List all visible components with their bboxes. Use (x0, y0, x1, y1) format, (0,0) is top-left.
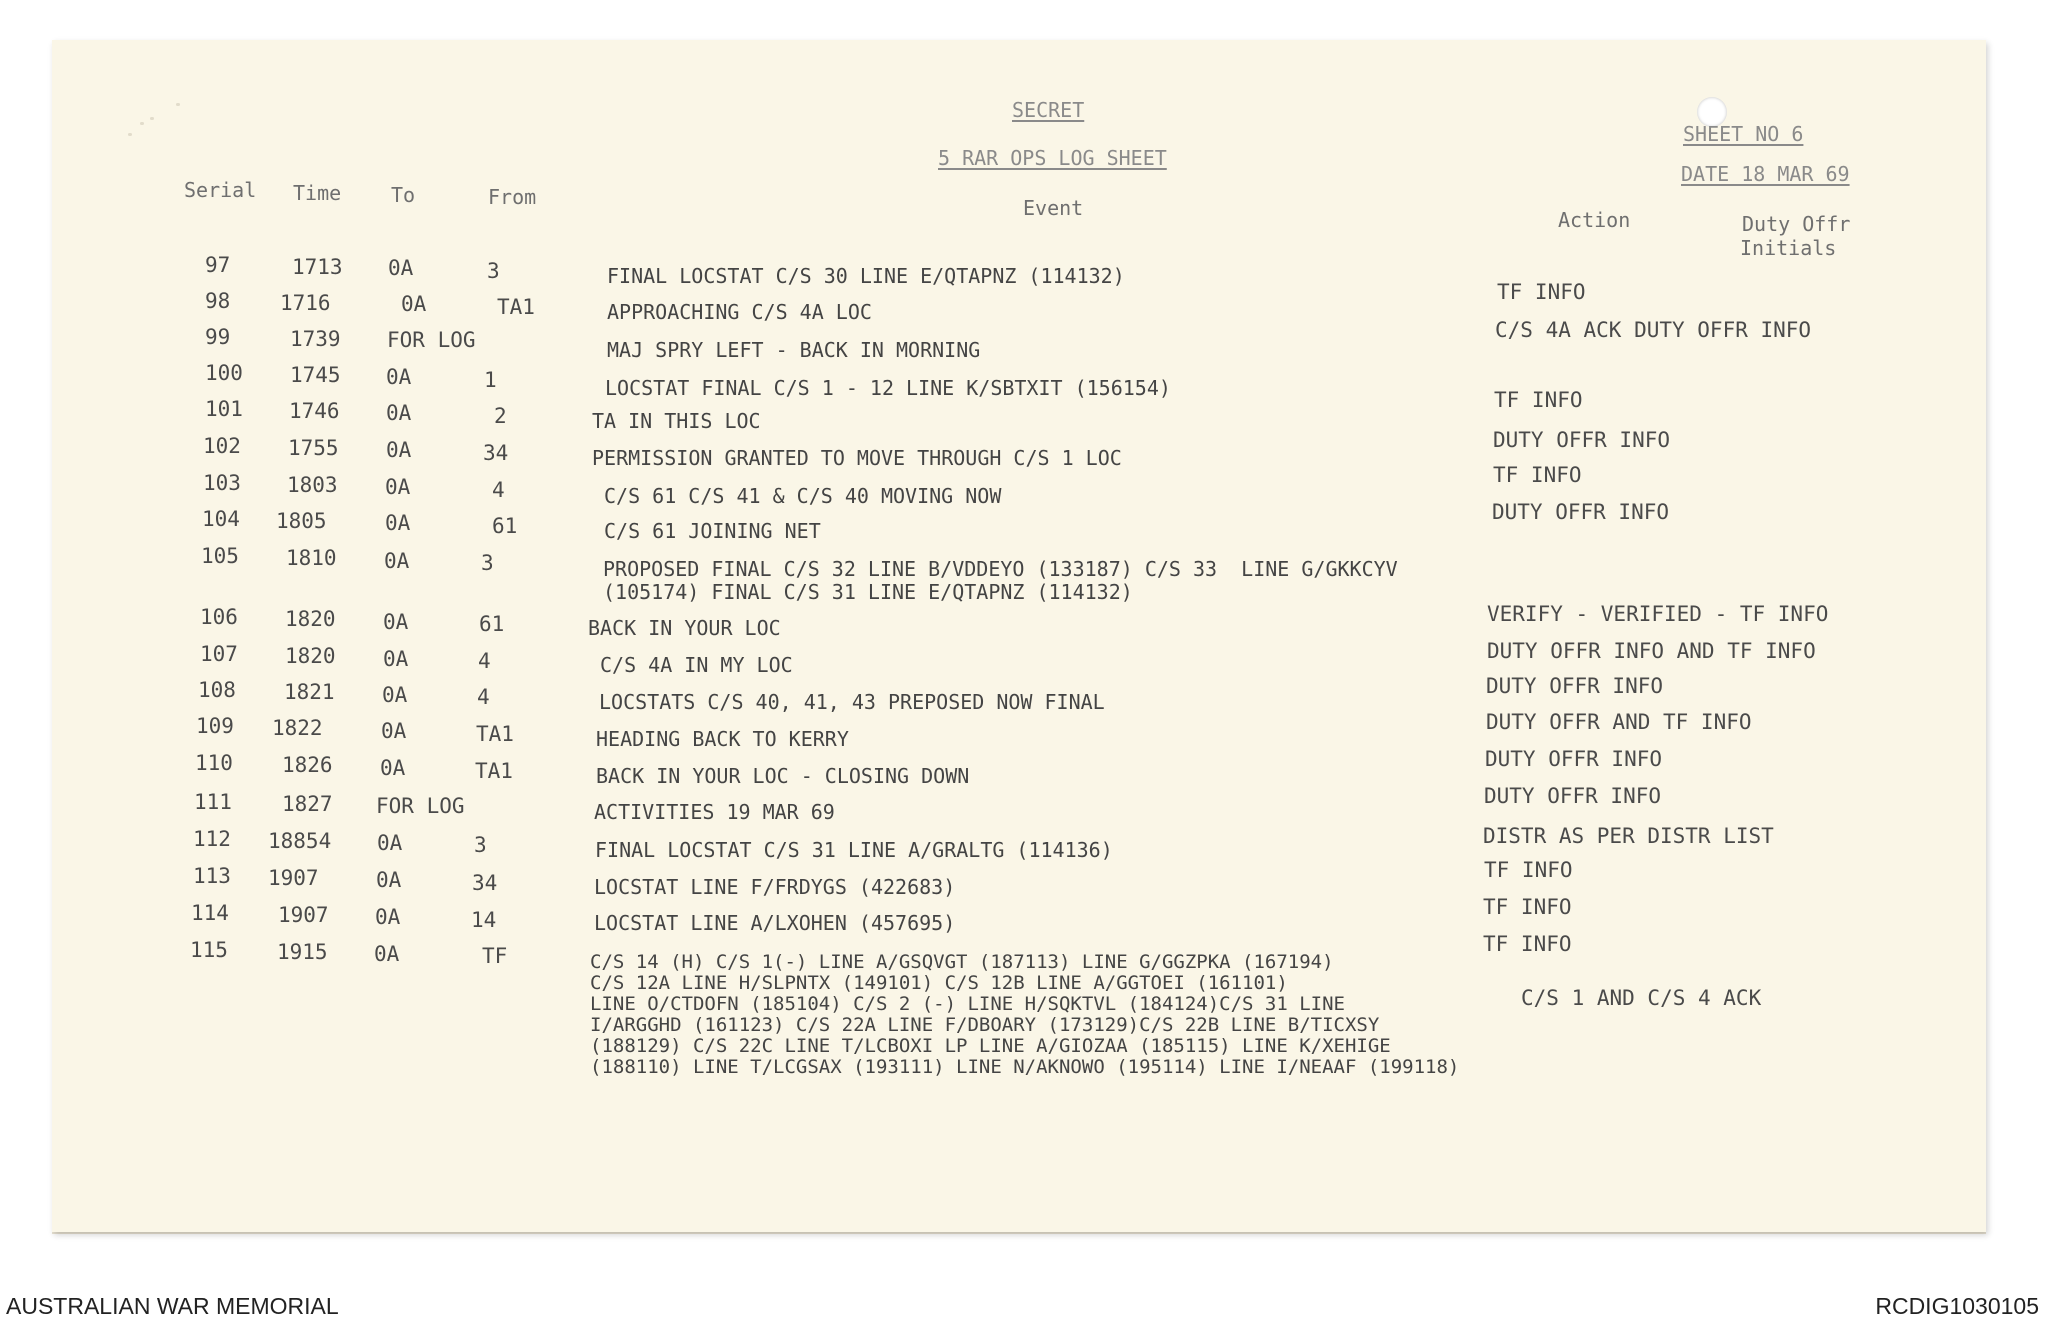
row-action: TF INFO (1497, 280, 1586, 304)
row-to: 0A (383, 610, 409, 634)
row-time: 1907 (278, 903, 329, 927)
row-serial: 109 (196, 714, 234, 738)
row-serial: 105 (201, 544, 239, 568)
row-event: ACTIVITIES 19 MAR 69 (594, 800, 835, 824)
row-serial: 101 (205, 397, 243, 421)
row-to: 0A (374, 942, 400, 966)
document-title: 5 RAR OPS LOG SHEET (938, 146, 1167, 170)
row-action-note: C/S 1 AND C/S 4 ACK (1521, 986, 1762, 1010)
row-to: 0A (383, 647, 409, 671)
row-event: LOCSTAT LINE A/LXOHEN (457695) (594, 911, 956, 935)
sheet-number: SHEET NO 6 (1683, 122, 1804, 146)
footer-record-id: RCDIG1030105 (1875, 1293, 2039, 1319)
row-from: 34 (483, 441, 509, 465)
paper-mark (150, 117, 154, 120)
row-event: C/S 4A IN MY LOC (600, 653, 793, 677)
row-serial: 97 (205, 253, 231, 277)
row-serial: 106 (200, 605, 238, 629)
paper-mark (128, 133, 132, 136)
row-action: TF INFO (1494, 388, 1583, 412)
row-action: VERIFY - VERIFIED - TF INFO (1487, 602, 1829, 626)
row-action: DISTR AS PER DISTR LIST (1483, 824, 1774, 848)
row-from: 61 (492, 514, 518, 538)
row-to: 0A (384, 549, 410, 573)
row-serial: 114 (191, 901, 229, 925)
row-to: 0A (388, 256, 414, 280)
row-to: 0A (386, 438, 412, 462)
row-to: 0A (386, 365, 412, 389)
row-event: MAJ SPRY LEFT - BACK IN MORNING (607, 338, 981, 362)
column-header-action: Action (1558, 208, 1631, 232)
row-time: 1810 (286, 546, 337, 570)
row-event: LOCSTAT LINE F/FRDYGS (422683) (594, 875, 956, 899)
column-header-from: From (488, 185, 537, 209)
row-action: DUTY OFFR INFO (1484, 784, 1662, 808)
row-from: 14 (471, 908, 497, 932)
row-to: 0A (401, 292, 427, 316)
column-header-serial: Serial (184, 178, 257, 202)
row-event: HEADING BACK TO KERRY (596, 727, 849, 751)
row-time: 1907 (268, 866, 319, 890)
row-event: LOCSTAT FINAL C/S 1 - 12 LINE K/SBTXIT (156154) (605, 376, 1171, 400)
row-from: TF (482, 944, 508, 968)
row-to: 0A (380, 756, 406, 780)
column-header-initials: Initials (1740, 236, 1837, 260)
row-to: 0A (377, 831, 403, 855)
row-from: 2 (494, 404, 507, 428)
row-serial: 113 (193, 864, 231, 888)
row-event: PERMISSION GRANTED TO MOVE THROUGH C/S 1 LOC (592, 446, 1122, 470)
row-event: FINAL LOCSTAT C/S 30 LINE E/QTAPNZ (114132) (607, 264, 1125, 288)
row-serial: 99 (205, 325, 231, 349)
row-from: TA1 (497, 295, 535, 319)
row-serial: 103 (203, 471, 241, 495)
row-time: 1915 (277, 940, 328, 964)
row-action: TF INFO (1493, 463, 1582, 487)
row-action: C/S 4A ACK DUTY OFFR INFO (1495, 318, 1812, 342)
row-action: DUTY OFFR INFO (1493, 428, 1671, 452)
row-event: C/S 61 JOINING NET (604, 519, 821, 543)
row-serial: 100 (205, 361, 243, 385)
row-from: TA1 (475, 759, 513, 783)
row-from: 61 (479, 612, 505, 636)
row-time: 1746 (289, 399, 340, 423)
row-event: FINAL LOCSTAT C/S 31 LINE A/GRALTG (114136) (595, 838, 1113, 862)
row-event: C/S 61 C/S 41 & C/S 40 MOVING NOW (604, 484, 1002, 508)
row-action: DUTY OFFR INFO AND TF INFO (1487, 639, 1816, 663)
row-action: DUTY OFFR INFO (1486, 674, 1664, 698)
row-from: 34 (472, 871, 498, 895)
row-time: 1826 (282, 753, 333, 777)
classification-heading: SECRET (1012, 98, 1085, 122)
row-from: 4 (478, 649, 491, 673)
row-time: 1745 (290, 363, 341, 387)
row-time: 1755 (288, 436, 339, 460)
row-event: LOCSTATS C/S 40, 41, 43 PREPOSED NOW FINAL (599, 690, 1105, 714)
row-time: 1739 (290, 327, 341, 351)
row-to: 0A (382, 683, 408, 707)
row-serial: 104 (202, 507, 240, 531)
row-to: 0A (376, 868, 402, 892)
row-to: 0A (385, 475, 411, 499)
row-serial: 108 (198, 678, 236, 702)
row-from: 4 (492, 478, 505, 502)
row-from: 3 (481, 551, 494, 575)
row-time: 1820 (285, 644, 336, 668)
row-serial: 115 (190, 938, 228, 962)
row-action: TF INFO (1483, 895, 1572, 919)
row-from: 1 (484, 368, 497, 392)
footer-institution: AUSTRALIAN WAR MEMORIAL (6, 1293, 339, 1319)
row-time: 1822 (272, 716, 323, 740)
row-action: TF INFO (1483, 932, 1572, 956)
row-time: 1713 (292, 255, 343, 279)
row-event: TA IN THIS LOC (592, 409, 761, 433)
row-to: 0A (386, 401, 412, 425)
column-header-to: To (391, 183, 416, 207)
column-header-time: Time (293, 181, 342, 205)
paper-mark (140, 122, 144, 125)
row-time: 1803 (287, 473, 338, 497)
row-time: 1827 (282, 792, 333, 816)
row-time: 1820 (285, 607, 336, 631)
row-event: BACK IN YOUR LOC - CLOSING DOWN (596, 764, 970, 788)
row-from: 3 (474, 833, 487, 857)
row-action: DUTY OFFR INFO (1492, 500, 1670, 524)
column-header-event: Event (1023, 196, 1084, 220)
row-serial: 111 (194, 790, 232, 814)
row-action: DUTY OFFR INFO (1485, 747, 1663, 771)
row-time: 18854 (268, 829, 332, 853)
row-to: 0A (375, 905, 401, 929)
row-to: FOR LOG (387, 328, 476, 352)
log-date: DATE 18 MAR 69 (1681, 162, 1850, 186)
row-serial: 112 (193, 827, 231, 851)
row-time: 1805 (276, 509, 327, 533)
paper-mark (176, 103, 180, 106)
row-time: 1716 (280, 291, 331, 315)
row-from: 4 (477, 685, 490, 709)
row-event: APPROACHING C/S 4A LOC (607, 300, 872, 324)
row-time: 1821 (284, 680, 335, 704)
row-serial: 110 (195, 751, 233, 775)
row-to: FOR LOG (376, 794, 465, 818)
row-to: 0A (385, 511, 411, 535)
row-from: 3 (487, 259, 500, 283)
row-action: DUTY OFFR AND TF INFO (1486, 710, 1752, 734)
row-event: C/S 14 (H) C/S 1(-) LINE A/GSQVGT (187113) LINE G/GGZPKA (167194) C/S 12A LINE H/SLPNTX (149101) C/S 12B LINE A/GGTOEI (161101) LINE O/CTDOFN (185104) C/S 2 (-) LINE H/SQKTVL (184124)C/S 31 LINE I/ARGGHD (161123) C/S 22A LINE F/DBOARY (173129)C/S 22B LINE B/TICXSY (188129) C/S 22C LINE T/LCBOXI LP LINE A/GIOZAA (185115) LINE K/XEHIGE (188110) LINE T/LCGSAX (193111) LINE N/AKNOWO (195114) LINE I/NEAAF (199118) (590, 951, 1460, 1078)
row-serial: 102 (203, 434, 241, 458)
column-header-duty-offr: Duty Offr (1742, 212, 1851, 236)
row-event: BACK IN YOUR LOC (588, 616, 781, 640)
row-from: TA1 (476, 722, 514, 746)
row-to: 0A (381, 719, 407, 743)
row-serial: 107 (200, 642, 238, 666)
row-serial: 98 (205, 289, 231, 313)
row-action: TF INFO (1484, 858, 1573, 882)
row-event: PROPOSED FINAL C/S 32 LINE B/VDDEYO (133187) C/S 33 LINE G/GKKCYV (105174) FINAL C/S 31 LINE E/QTAPNZ (114132) (603, 557, 1398, 604)
